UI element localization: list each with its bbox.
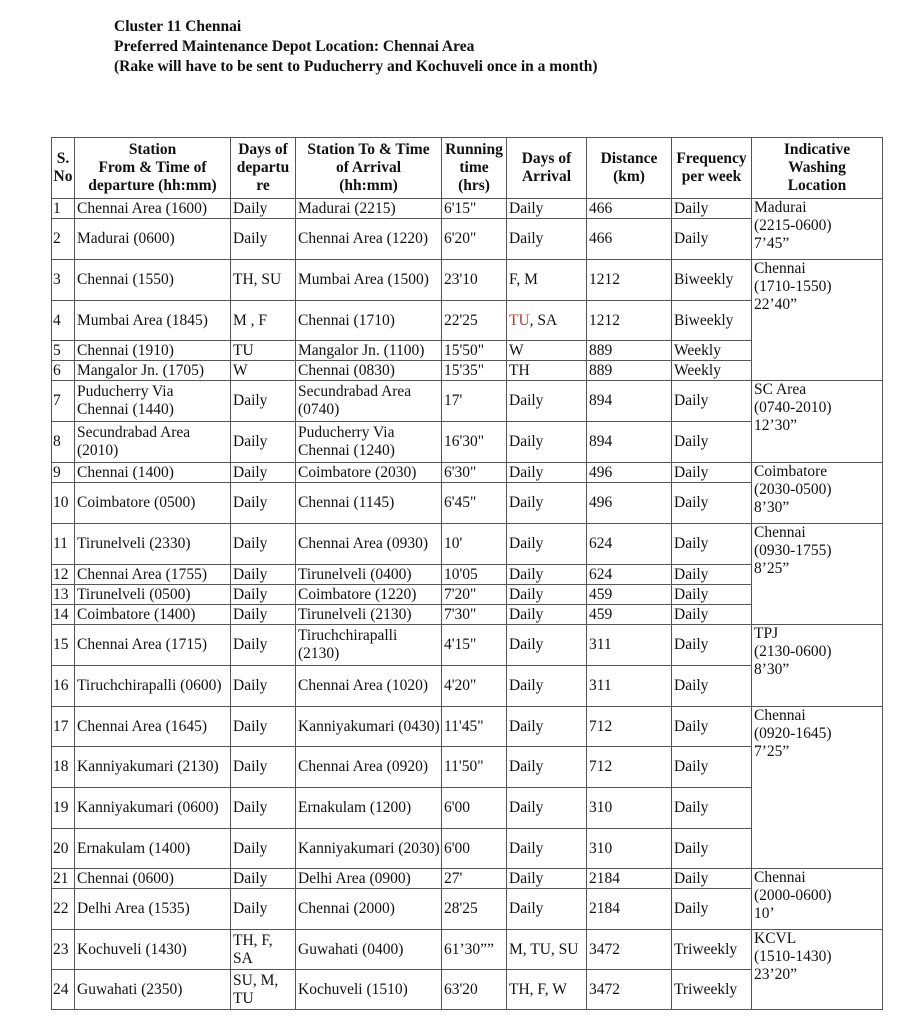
running-time-cell: 6'45" — [442, 483, 507, 524]
days-arrival-cell: M, TU, SU — [507, 930, 587, 970]
frequency-cell: Daily — [672, 463, 752, 483]
washing-name: Chennai — [754, 869, 806, 886]
days-arrival-cell: Daily — [507, 829, 587, 869]
days-departure-cell: W — [231, 361, 296, 381]
running-time-cell: 10' — [442, 524, 507, 565]
running-time-cell: 23'10 — [442, 260, 507, 301]
days-departure-cell: M , F — [231, 301, 296, 341]
days-departure-cell: Daily — [231, 565, 296, 585]
days-arrival-cell: Daily — [507, 869, 587, 889]
day-text: , SA — [529, 311, 558, 329]
distance-cell: 310 — [587, 788, 672, 829]
from-station-cell: Chennai (1550) — [75, 260, 231, 301]
sno-cell: 13 — [52, 585, 75, 605]
days-departure-cell: SU, M, TU — [231, 970, 296, 1010]
frequency-cell: Daily — [672, 524, 752, 565]
washing-location-cell — [752, 930, 883, 1010]
sno-cell: 15 — [52, 625, 75, 666]
washing-name: Coimbatore — [754, 463, 828, 480]
days-departure-cell: Daily — [231, 524, 296, 565]
days-arrival-cell: F, M — [507, 260, 587, 301]
frequency-cell: Triweekly — [672, 970, 752, 1010]
distance-cell: 624 — [587, 524, 672, 565]
sno-cell: 7 — [52, 381, 75, 422]
running-time-cell: 61’30”” — [442, 930, 507, 970]
to-station-cell: Kochuveli (1510) — [296, 970, 442, 1010]
rake-note: (Rake will have to be sent to Puducherry and Kochuveli once in a month) — [114, 58, 598, 75]
frequency-cell: Daily — [672, 381, 752, 422]
frequency-cell: Daily — [672, 625, 752, 666]
distance-cell: 459 — [587, 605, 672, 625]
document-heading — [114, 17, 598, 77]
frequency-cell: Biweekly — [672, 260, 752, 301]
frequency-cell: Daily — [672, 889, 752, 930]
frequency-cell: Weekly — [672, 341, 752, 361]
to-station-cell: Coimbatore (2030) — [296, 463, 442, 483]
header-washing-location: Indicative Washing Location — [752, 138, 883, 199]
days-arrival-cell: Daily — [507, 889, 587, 930]
running-time-cell: 7'30" — [442, 605, 507, 625]
days-departure-cell: Daily — [231, 829, 296, 869]
distance-cell: 496 — [587, 463, 672, 483]
running-time-cell: 16'30" — [442, 422, 507, 463]
from-station-cell: Delhi Area (1535) — [75, 889, 231, 930]
from-station-cell: Coimbatore (1400) — [75, 605, 231, 625]
washing-name: TPJ — [754, 625, 779, 642]
distance-cell: 3472 — [587, 970, 672, 1010]
distance-cell: 310 — [587, 829, 672, 869]
to-station-cell: Ernakulam (1200) — [296, 788, 442, 829]
frequency-cell: Daily — [672, 747, 752, 788]
days-departure-cell: Daily — [231, 199, 296, 219]
sno-cell: 11 — [52, 524, 75, 565]
days-departure-cell: TH, SU — [231, 260, 296, 301]
from-station-cell: Kanniyakumari (0600) — [75, 788, 231, 829]
running-time-cell: 28'25 — [442, 889, 507, 930]
running-time-cell: 6'00 — [442, 829, 507, 869]
running-time-cell: 4'20" — [442, 666, 507, 707]
depot-location: Preferred Maintenance Depot Location: Chennai Area — [114, 38, 475, 55]
running-time-cell: 11'50" — [442, 747, 507, 788]
days-departure-cell: Daily — [231, 625, 296, 666]
days-arrival-cell: Daily — [507, 585, 587, 605]
running-time-cell: 17' — [442, 381, 507, 422]
to-station-cell: Mangalor Jn. (1100) — [296, 341, 442, 361]
washing-window: (2000-0600) — [754, 887, 832, 904]
frequency-cell: Weekly — [672, 361, 752, 381]
washing-name: Chennai — [754, 524, 806, 541]
days-departure-cell: Daily — [231, 788, 296, 829]
distance-cell: 894 — [587, 381, 672, 422]
from-station-cell: Chennai Area (1715) — [75, 625, 231, 666]
to-station-cell: Kanniyakumari (2030) — [296, 829, 442, 869]
days-arrival-cell: Daily — [507, 788, 587, 829]
days-departure-cell: Daily — [231, 605, 296, 625]
washing-location-cell — [752, 524, 883, 625]
washing-window: (2030-0500) — [754, 481, 832, 498]
from-station-cell: Kanniyakumari (2130) — [75, 747, 231, 788]
days-arrival-cell: Daily — [507, 666, 587, 707]
washing-duration: 12’30” — [754, 417, 798, 434]
distance-cell: 496 — [587, 483, 672, 524]
from-station-cell: Chennai (1400) — [75, 463, 231, 483]
distance-cell: 712 — [587, 747, 672, 788]
days-arrival-cell: Daily — [507, 524, 587, 565]
table-row — [52, 930, 883, 970]
sno-cell: 4 — [52, 301, 75, 341]
frequency-cell: Daily — [672, 666, 752, 707]
from-station-cell: Secundrabad Area (2010) — [75, 422, 231, 463]
frequency-cell: Daily — [672, 422, 752, 463]
distance-cell: 2184 — [587, 889, 672, 930]
to-station-cell: Coimbatore (1220) — [296, 585, 442, 605]
washing-window: (0740-2010) — [754, 399, 832, 416]
from-station-cell: Mangalor Jn. (1705) — [75, 361, 231, 381]
days-arrival-cell: Daily — [507, 463, 587, 483]
days-arrival-cell: Daily — [507, 199, 587, 219]
washing-window: (0930-1755) — [754, 542, 832, 559]
header-days-departure: Days of departu re — [231, 138, 296, 199]
distance-cell: 311 — [587, 666, 672, 707]
washing-location-cell — [752, 463, 883, 524]
to-station-cell: Chennai (2000) — [296, 889, 442, 930]
washing-name: Madurai — [754, 199, 807, 216]
from-station-cell: Coimbatore (0500) — [75, 483, 231, 524]
header-running-time: Running time (hrs) — [442, 138, 507, 199]
distance-cell: 3472 — [587, 930, 672, 970]
from-station-cell: Mumbai Area (1845) — [75, 301, 231, 341]
to-station-cell: Chennai Area (1020) — [296, 666, 442, 707]
distance-cell: 2184 — [587, 869, 672, 889]
to-station-cell: Tirunelveli (2130) — [296, 605, 442, 625]
days-departure-cell: Daily — [231, 747, 296, 788]
days-arrival-cell: Daily — [507, 422, 587, 463]
days-departure-cell: TU — [231, 341, 296, 361]
distance-cell: 894 — [587, 422, 672, 463]
to-station-cell: Tiruchchirapalli (2130) — [296, 625, 442, 666]
sno-cell: 14 — [52, 605, 75, 625]
days-departure-cell: Daily — [231, 707, 296, 747]
distance-cell: 1212 — [587, 301, 672, 341]
running-time-cell: 4'15" — [442, 625, 507, 666]
to-station-cell: Kanniyakumari (0430) — [296, 707, 442, 747]
running-time-cell: 11'45" — [442, 707, 507, 747]
from-station-cell: Kochuveli (1430) — [75, 930, 231, 970]
frequency-cell: Daily — [672, 199, 752, 219]
running-time-cell: 15'35" — [442, 361, 507, 381]
running-time-cell: 10'05 — [442, 565, 507, 585]
table-row — [52, 463, 883, 483]
days-arrival-cell: Daily — [507, 625, 587, 666]
washing-duration: 22’40” — [754, 296, 798, 313]
days-departure-cell: Daily — [231, 585, 296, 605]
header-to: Station To & Time of Arrival (hh:mm) — [296, 138, 442, 199]
running-time-cell: 15'50" — [442, 341, 507, 361]
sno-cell: 9 — [52, 463, 75, 483]
to-station-cell: Chennai Area (0930) — [296, 524, 442, 565]
days-departure-cell: TH, F, SA — [231, 930, 296, 970]
to-station-cell: Chennai Area (0920) — [296, 747, 442, 788]
running-time-cell: 6'20" — [442, 219, 507, 260]
days-departure-cell: Daily — [231, 889, 296, 930]
sno-cell: 22 — [52, 889, 75, 930]
sno-cell: 23 — [52, 930, 75, 970]
from-station-cell: Chennai Area (1600) — [75, 199, 231, 219]
washing-location-cell — [752, 707, 883, 869]
header-sno: S. No — [52, 138, 75, 199]
sno-cell: 6 — [52, 361, 75, 381]
table-row — [52, 260, 883, 301]
from-station-cell: Chennai (0600) — [75, 869, 231, 889]
distance-cell: 459 — [587, 585, 672, 605]
sno-cell: 3 — [52, 260, 75, 301]
washing-name: SC Area — [754, 381, 807, 398]
frequency-cell: Biweekly — [672, 301, 752, 341]
header-days-arrival: Days of Arrival — [507, 138, 587, 199]
running-time-cell: 6'15" — [442, 199, 507, 219]
washing-location-cell — [752, 869, 883, 930]
table-row — [52, 625, 883, 666]
running-time-cell: 63'20 — [442, 970, 507, 1010]
to-station-cell: Chennai (0830) — [296, 361, 442, 381]
from-station-cell: Madurai (0600) — [75, 219, 231, 260]
header-row — [52, 138, 883, 199]
cluster-title: Cluster 11 Chennai — [114, 18, 242, 35]
washing-location-cell — [752, 260, 883, 381]
days-departure-cell: Daily — [231, 422, 296, 463]
days-arrival-cell — [507, 301, 587, 341]
running-time-cell: 27' — [442, 869, 507, 889]
to-station-cell: Tirunelveli (0400) — [296, 565, 442, 585]
sno-cell: 16 — [52, 666, 75, 707]
frequency-cell: Daily — [672, 605, 752, 625]
washing-name: KCVL — [754, 930, 797, 947]
days-departure-cell: Daily — [231, 869, 296, 889]
washing-duration: 7’45” — [754, 235, 790, 252]
sno-cell: 24 — [52, 970, 75, 1010]
header-frequency: Frequency per week — [672, 138, 752, 199]
distance-cell: 1212 — [587, 260, 672, 301]
table-row — [52, 869, 883, 889]
from-station-cell: Guwahati (2350) — [75, 970, 231, 1010]
table-row — [52, 381, 883, 422]
sno-cell: 8 — [52, 422, 75, 463]
highlighted-day: TU — [509, 311, 530, 329]
washing-window: (0920-1645) — [754, 725, 832, 742]
distance-cell: 889 — [587, 341, 672, 361]
washing-duration: 8’30” — [754, 499, 790, 516]
days-arrival-cell: TH, F, W — [507, 970, 587, 1010]
washing-duration: 23’20” — [754, 966, 798, 983]
from-station-cell: Chennai (1910) — [75, 341, 231, 361]
washing-location-cell — [752, 381, 883, 463]
frequency-cell: Daily — [672, 829, 752, 869]
header-distance: Distance (km) — [587, 138, 672, 199]
days-arrival-cell: Daily — [507, 707, 587, 747]
days-arrival-cell: Daily — [507, 605, 587, 625]
days-arrival-cell: Daily — [507, 381, 587, 422]
days-arrival-cell: TH — [507, 361, 587, 381]
days-arrival-cell: Daily — [507, 747, 587, 788]
washing-window: (2130-0600) — [754, 643, 832, 660]
to-station-cell: Madurai (2215) — [296, 199, 442, 219]
days-departure-cell: Daily — [231, 463, 296, 483]
to-station-cell: Puducherry Via Chennai (1240) — [296, 422, 442, 463]
days-departure-cell: Daily — [231, 483, 296, 524]
sno-cell: 17 — [52, 707, 75, 747]
table-row — [52, 707, 883, 747]
washing-duration: 8’30” — [754, 661, 790, 678]
days-arrival-cell: Daily — [507, 219, 587, 260]
sno-cell: 12 — [52, 565, 75, 585]
distance-cell: 712 — [587, 707, 672, 747]
from-station-cell: Puducherry Via Chennai (1440) — [75, 381, 231, 422]
washing-name: Chennai — [754, 707, 806, 724]
washing-duration: 7’25” — [754, 743, 790, 760]
washing-window: (2215-0600) — [754, 217, 832, 234]
sno-cell: 20 — [52, 829, 75, 869]
days-arrival-cell: Daily — [507, 565, 587, 585]
table-row — [52, 524, 883, 565]
sno-cell: 10 — [52, 483, 75, 524]
to-station-cell: Mumbai Area (1500) — [296, 260, 442, 301]
washing-window: (1710-1550) — [754, 278, 832, 295]
distance-cell: 889 — [587, 361, 672, 381]
frequency-cell: Daily — [672, 707, 752, 747]
frequency-cell: Daily — [672, 219, 752, 260]
distance-cell: 466 — [587, 199, 672, 219]
from-station-cell: Tirunelveli (2330) — [75, 524, 231, 565]
days-arrival-cell: Daily — [507, 483, 587, 524]
washing-location-cell — [752, 199, 883, 260]
frequency-cell: Triweekly — [672, 930, 752, 970]
sno-cell: 1 — [52, 199, 75, 219]
running-time-cell: 7'20" — [442, 585, 507, 605]
to-station-cell: Chennai (1710) — [296, 301, 442, 341]
days-departure-cell: Daily — [231, 666, 296, 707]
days-departure-cell: Daily — [231, 381, 296, 422]
from-station-cell: Chennai Area (1645) — [75, 707, 231, 747]
sno-cell: 2 — [52, 219, 75, 260]
days-arrival-cell: W — [507, 341, 587, 361]
from-station-cell: Tiruchchirapalli (0600) — [75, 666, 231, 707]
sno-cell: 18 — [52, 747, 75, 788]
to-station-cell: Chennai Area (1220) — [296, 219, 442, 260]
frequency-cell: Daily — [672, 788, 752, 829]
to-station-cell: Chennai (1145) — [296, 483, 442, 524]
from-station-cell: Ernakulam (1400) — [75, 829, 231, 869]
running-time-cell: 6'00 — [442, 788, 507, 829]
distance-cell: 466 — [587, 219, 672, 260]
washing-location-cell — [752, 625, 883, 707]
washing-duration: 10’ — [754, 905, 775, 922]
to-station-cell: Delhi Area (0900) — [296, 869, 442, 889]
washing-duration: 8’25” — [754, 560, 790, 577]
to-station-cell: Secundrabad Area (0740) — [296, 381, 442, 422]
table-body — [52, 199, 883, 1010]
running-time-cell: 22'25 — [442, 301, 507, 341]
to-station-cell: Guwahati (0400) — [296, 930, 442, 970]
washing-window: (1510-1430) — [754, 948, 832, 965]
distance-cell: 311 — [587, 625, 672, 666]
sno-cell: 21 — [52, 869, 75, 889]
running-time-cell: 6'30" — [442, 463, 507, 483]
washing-name: Chennai — [754, 260, 806, 277]
frequency-cell: Daily — [672, 565, 752, 585]
days-departure-cell: Daily — [231, 219, 296, 260]
from-station-cell: Chennai Area (1755) — [75, 565, 231, 585]
from-station-cell: Tirunelveli (0500) — [75, 585, 231, 605]
frequency-cell: Daily — [672, 483, 752, 524]
table-row — [52, 199, 883, 219]
frequency-cell: Daily — [672, 585, 752, 605]
distance-cell: 624 — [587, 565, 672, 585]
frequency-cell: Daily — [672, 869, 752, 889]
schedule-table — [51, 137, 883, 1010]
sno-cell: 19 — [52, 788, 75, 829]
sno-cell: 5 — [52, 341, 75, 361]
header-from: Station From & Time of departure (hh:mm) — [75, 138, 231, 199]
